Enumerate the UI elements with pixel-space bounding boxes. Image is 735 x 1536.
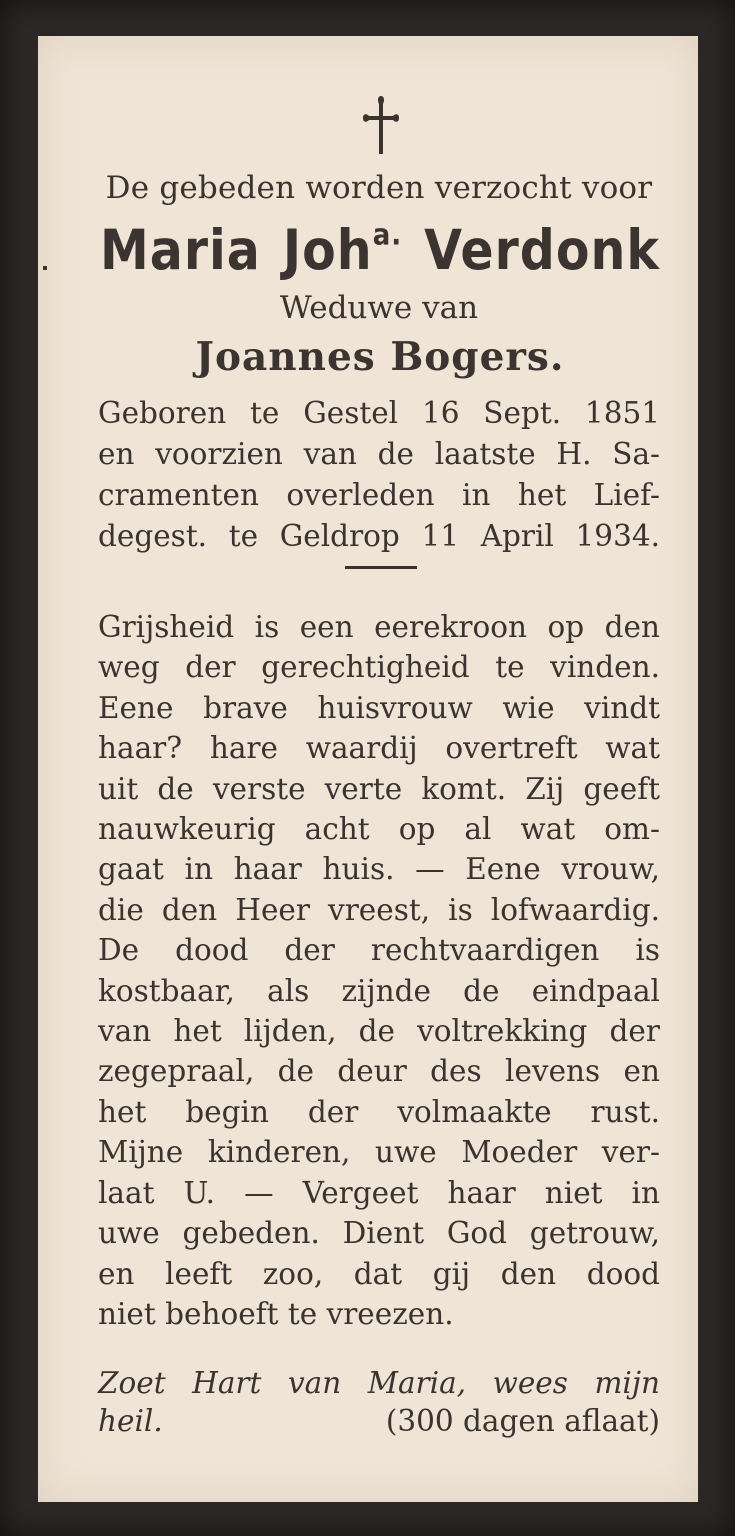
verse-line: Eene brave huisvrouw wie vindt	[98, 690, 660, 725]
section-divider	[345, 566, 417, 569]
bio-line: cramenten overleden in het Lief-	[98, 478, 660, 512]
verse-line: zegepraal, de deur des levens en	[98, 1054, 660, 1089]
closing-prayer	[98, 1364, 660, 1440]
husband-name: Joannes Bogers.	[195, 334, 565, 380]
widow-of-line: Weduwe van	[279, 290, 479, 326]
verse-line: nauwkeurig acht op al wat om-	[98, 812, 660, 847]
verse-line: van het lijden, de voltrekking der	[98, 1014, 660, 1049]
prayer-line-2	[98, 1402, 660, 1440]
deceased-name	[100, 219, 660, 283]
verse-line: Mijne kinderen, uwe Moeder ver-	[98, 1135, 660, 1170]
verse-line: uwe gebeden. Dient God getrouw,	[98, 1216, 660, 1251]
verse-line: uit de verste verte komt. Zij geeft	[98, 771, 660, 806]
verse-line: De dood der rechtvaardigen is	[98, 933, 660, 968]
verse-line: die den Heer vreest, is lofwaardig.	[98, 892, 660, 927]
verse-line: Grijsheid is een eerekroon op den	[98, 610, 660, 644]
verse-line: kostbaar, als zijnde de eindpaal	[98, 973, 660, 1008]
intro-line: De gebeden worden verzocht voor	[105, 170, 653, 206]
cross-icon	[361, 94, 401, 158]
name-first: Maria	[100, 218, 261, 283]
verse-line: en leeft zoo, dat gij den dood	[98, 1256, 660, 1291]
name-middle: Joh$^{a.}$	[282, 218, 403, 283]
border-speck	[43, 266, 47, 270]
biography	[98, 393, 660, 557]
verse-line: laat U. — Vergeet haar niet in	[98, 1175, 660, 1210]
verse-line: haar? hare waardij overtreft wat	[98, 731, 660, 766]
verse-line: gaat in haar huis. — Eene vrouw,	[98, 852, 660, 887]
bio-line: en voorzien van de laatste H. Sa-	[98, 437, 660, 471]
verse-line: het begin der volmaakte rust.	[98, 1094, 660, 1129]
verse-line: weg der gerechtigheid te vinden.	[98, 650, 660, 685]
bio-line: Geboren te Gestel 16 Sept. 1851	[98, 396, 660, 430]
prayer-heil: heil.	[98, 1404, 163, 1438]
verse-line: niet behoeft te vreezen.	[98, 1296, 454, 1331]
prayer-line: Zoet Hart van Maria, wees mijn	[98, 1366, 660, 1400]
indulgence-note: (300 dagen aflaat)	[385, 1404, 660, 1438]
name-last: Verdonk	[424, 218, 661, 283]
bio-line: degest. te Geldrop 11 April 1934.	[98, 519, 660, 553]
scripture-text	[98, 607, 660, 1334]
